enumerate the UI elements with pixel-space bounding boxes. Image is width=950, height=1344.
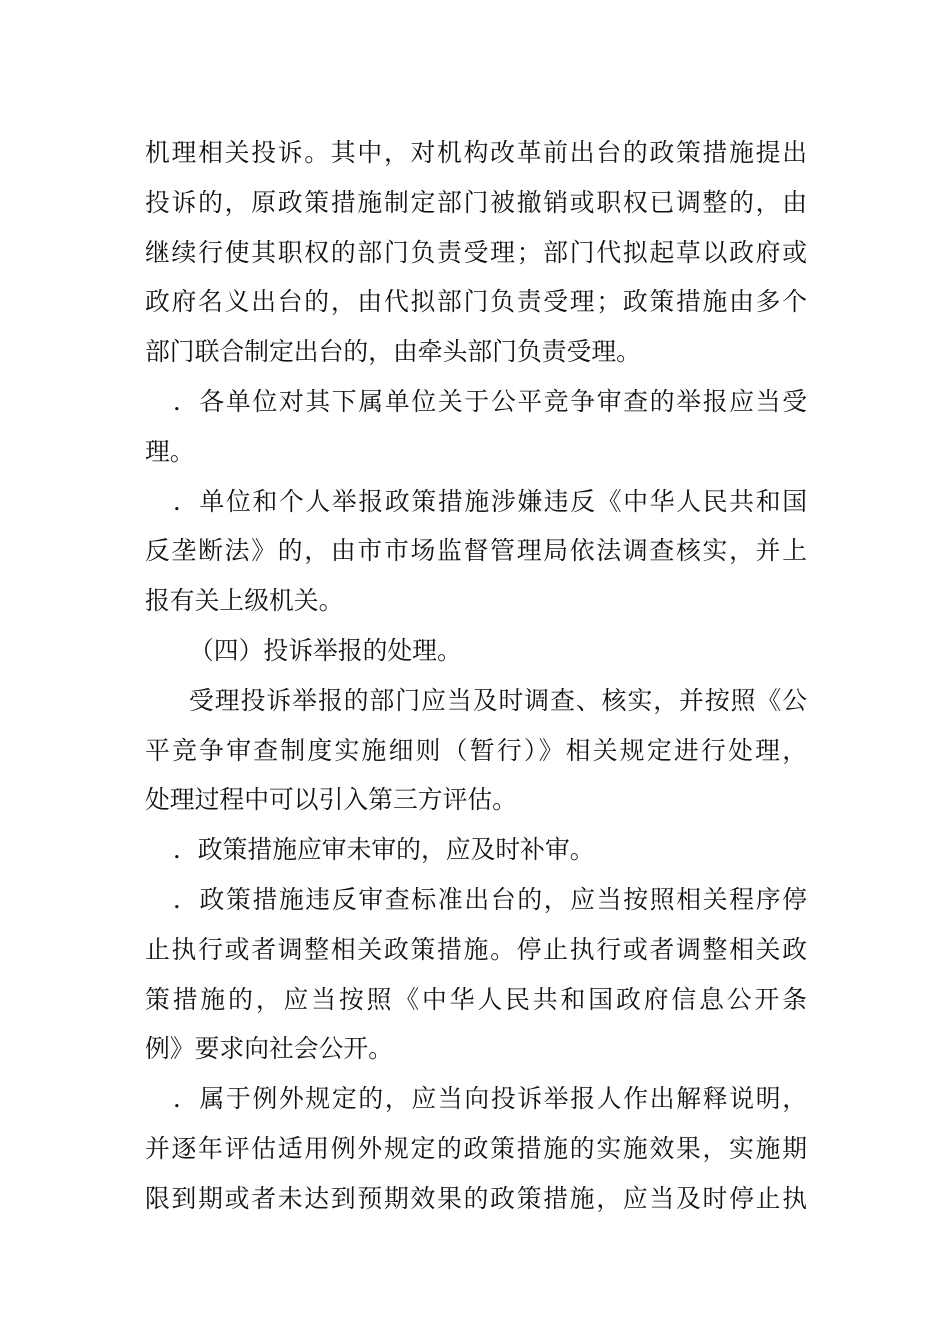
text-line-7: 理。 — [145, 436, 195, 466]
text-line-20: ．属于例外规定的，应当向投诉举报人作出解释说明， — [173, 1084, 807, 1114]
text-line-13: 平竞争审查制度实施细则（暂行）》相关规定进行处理， — [145, 735, 807, 765]
text-line-19: 例》要求向社会公开。 — [145, 1034, 393, 1064]
body-text — [145, 128, 807, 1224]
text-line-21: 并逐年评估适用例外规定的政策措施的实施效果，实施期 — [145, 1133, 807, 1163]
text-line-17: 止执行或者调整相关政策措施。停止执行或者调整相关政 — [145, 934, 807, 964]
text-line-9: 反垄断法》的，由市市场监督管理局依法调查核实，并上 — [145, 536, 807, 566]
text-line-22: 限到期或者未达到预期效果的政策措施，应当及时停止执 — [145, 1183, 807, 1213]
text-line-4: 政府名义出台的，由代拟部门负责受理；政策措施由多个 — [145, 287, 807, 317]
text-line-6: ．各单位对其下属单位关于公平竞争审查的举报应当受 — [173, 386, 807, 416]
text-line-15: ．政策措施应审未审的，应及时补审。 — [173, 835, 595, 865]
text-line-8: ．单位和个人举报政策措施涉嫌违反《中华人民共和国 — [173, 486, 807, 516]
text-line-12: 受理投诉举报的部门应当及时调查、核实，并按照《公 — [189, 685, 807, 715]
section-heading: （四）投诉举报的处理。 — [189, 635, 462, 665]
text-line-2: 投诉的，原政策措施制定部门被撤销或职权已调整的，由 — [145, 187, 807, 217]
text-line-14: 处理过程中可以引入第三方评估。 — [145, 785, 517, 815]
text-line-10: 报有关上级机关。 — [145, 586, 344, 616]
text-line-3: 继续行使其职权的部门负责受理；部门代拟起草以政府或 — [145, 237, 807, 267]
text-line-16: ．政策措施违反审查标准出台的，应当按照相关程序停 — [173, 884, 807, 914]
text-line-18: 策措施的，应当按照《中华人民共和国政府信息公开条 — [145, 984, 807, 1014]
text-line-1: 机理相关投诉。其中，对机构改革前出台的政策措施提出 — [145, 138, 807, 167]
text-line-5: 部门联合制定出台的，由牵头部门负责受理。 — [145, 337, 641, 367]
